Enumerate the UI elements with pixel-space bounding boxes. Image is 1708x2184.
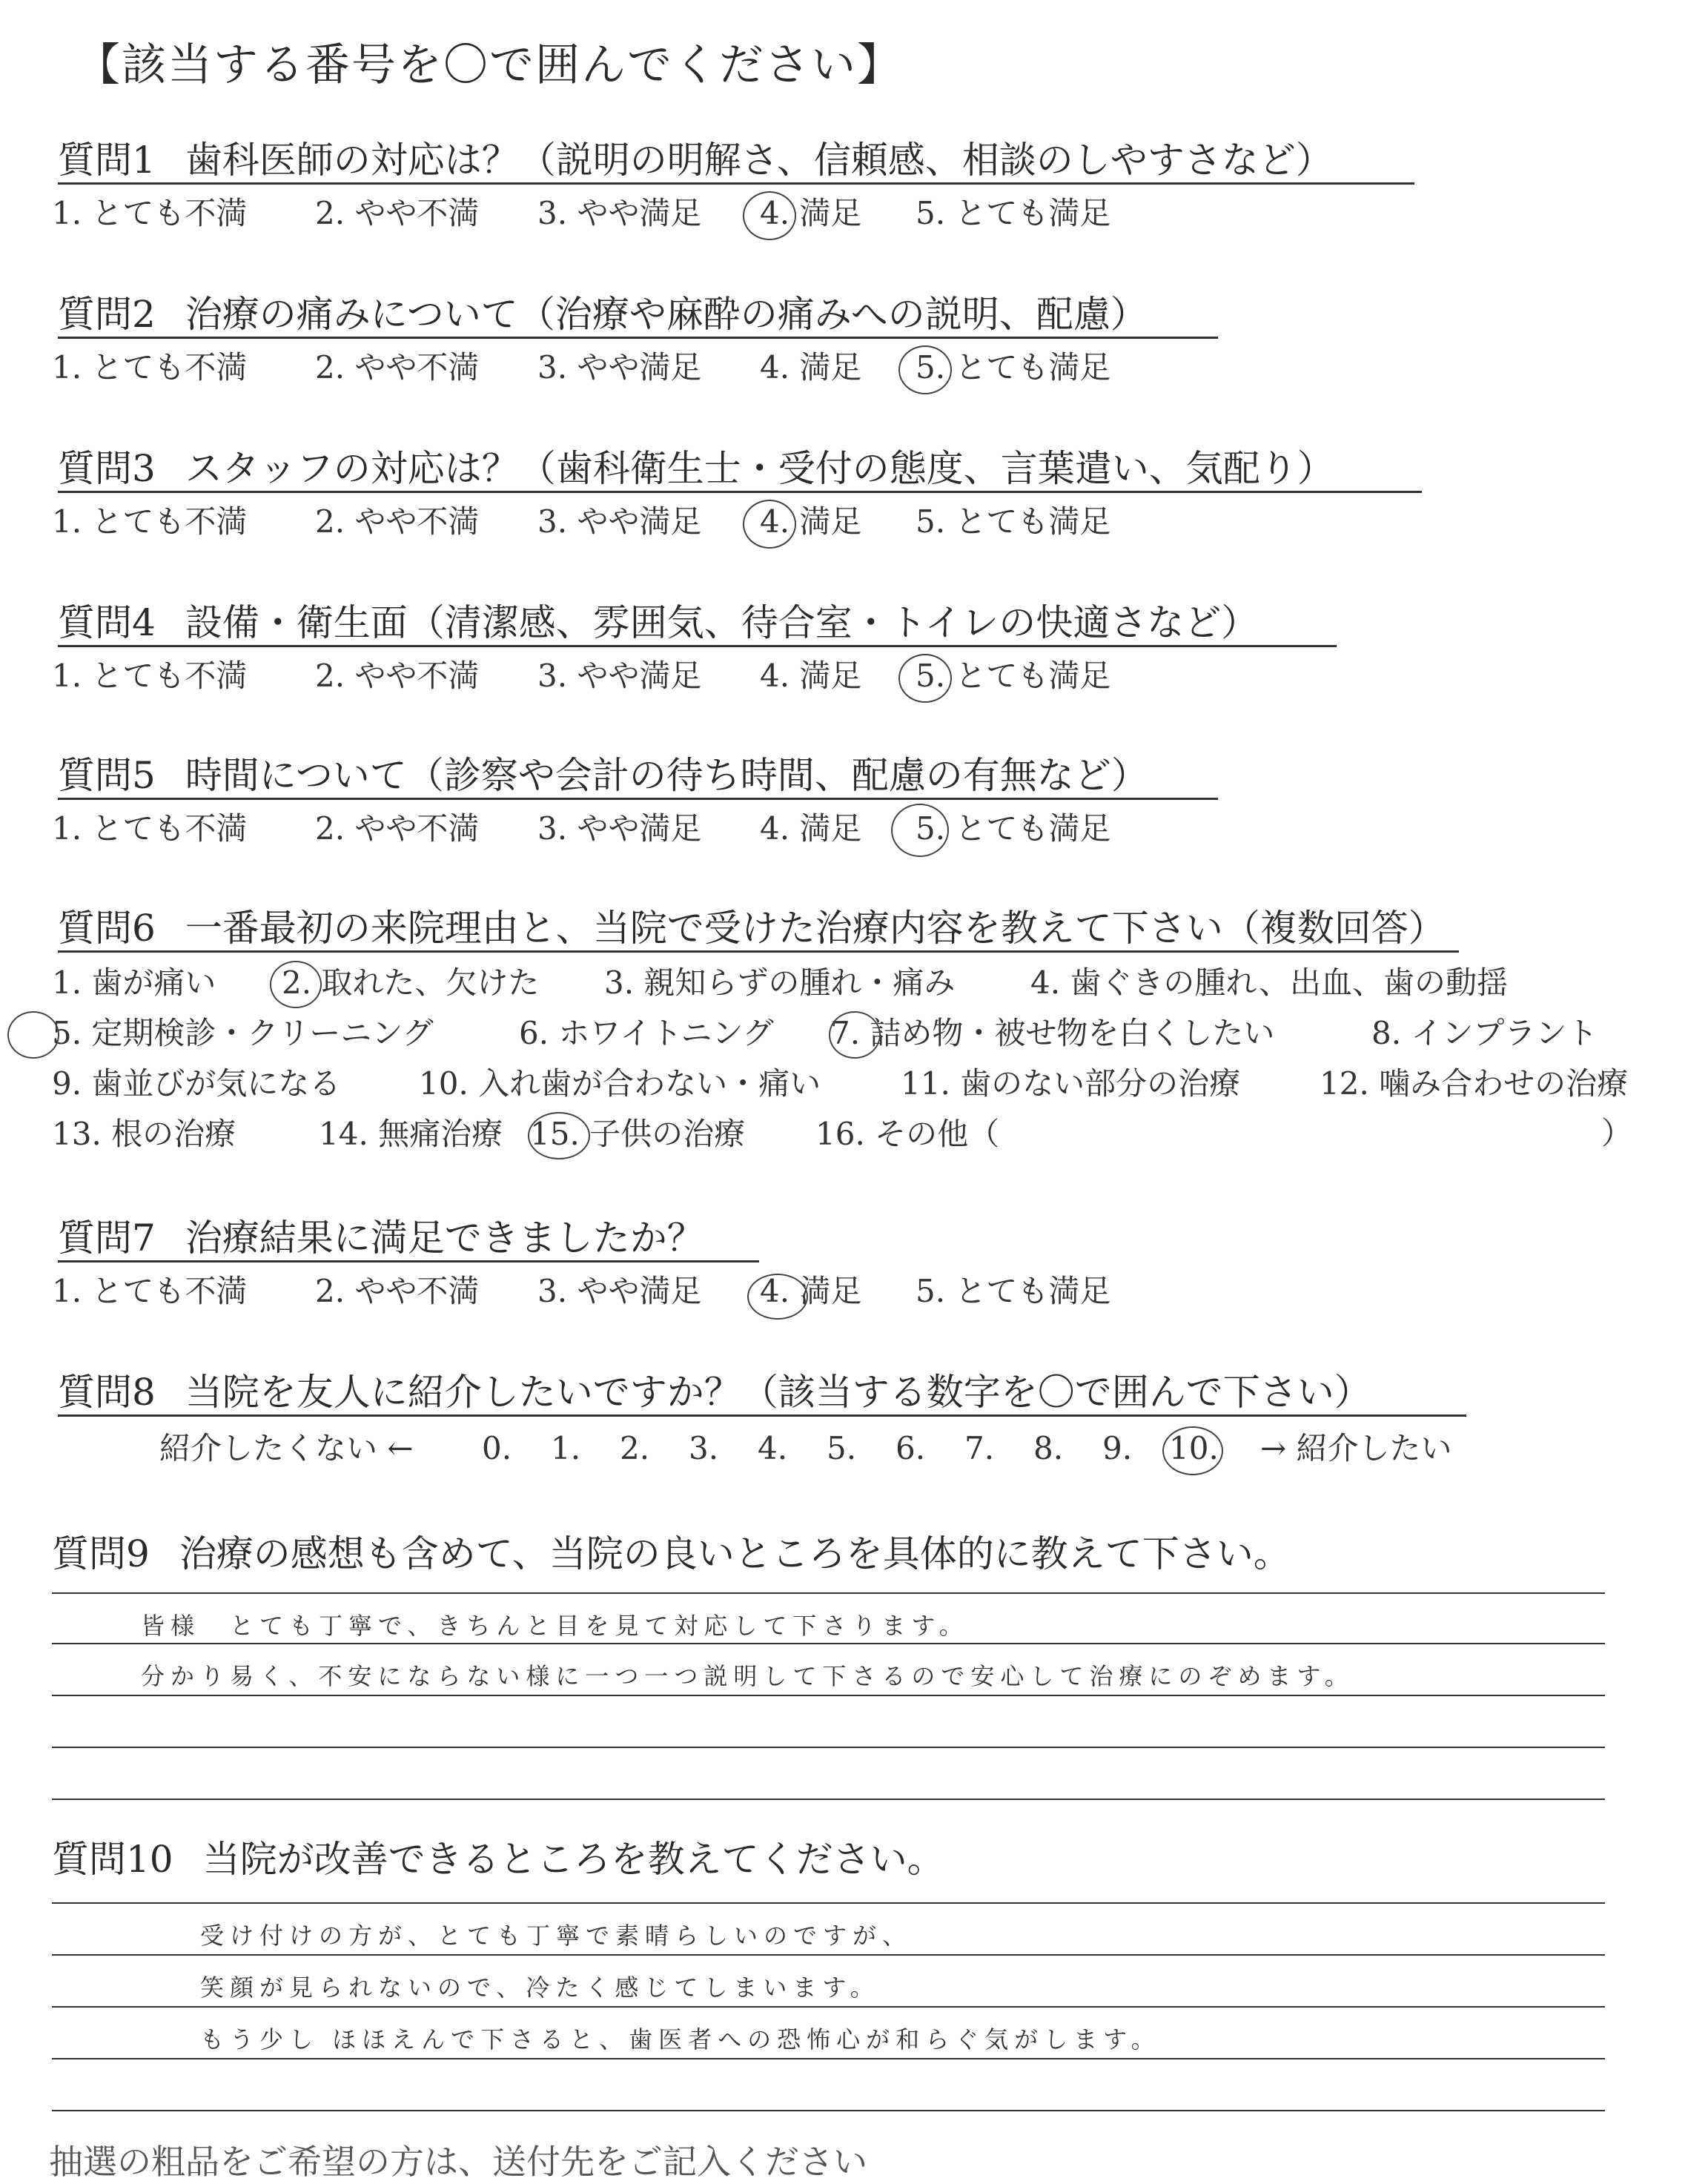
handwritten-answer[interactable]: 笑顔が見られないので、冷たく感じてしまいます。 (200, 1973, 880, 2002)
handwritten-answer[interactable]: 分かり易く、不安にならない様に一つ一つ説明して下さるので安心して治療にのぞめます。 (141, 1662, 1354, 1690)
option-3[interactable]: 3. やや満足 (537, 658, 702, 694)
option-5[interactable]: 5. とても満足 (916, 810, 1111, 847)
question-number: 質問9 (52, 1532, 150, 1575)
q6-option-13[interactable]: 13. 根の治療 (52, 1116, 236, 1152)
option-2[interactable]: 2. やや不満 (315, 349, 480, 385)
q6-option-16[interactable]: 16. その他（ (815, 1116, 1000, 1152)
scale-1[interactable]: 1. (551, 1430, 581, 1466)
option-1[interactable]: 1. とても不満 (52, 349, 248, 385)
heading-underline (58, 182, 1414, 185)
answer-line (52, 1799, 1605, 1800)
scale-0[interactable]: 0. (482, 1430, 512, 1466)
option-5[interactable]: 5. とても満足 (916, 349, 1111, 385)
q6-option-1[interactable]: 1. 歯が痛い (52, 964, 216, 1001)
option-3[interactable]: 3. やや満足 (537, 195, 702, 231)
question-text: スタッフの対応は？（歯科衛生士・受付の態度、言葉遣い、気配り） (185, 447, 1334, 490)
q6-option-12[interactable]: 12. 噛み合わせの治療 (1320, 1065, 1629, 1102)
selected-circle (7, 1011, 59, 1059)
scale-10[interactable]: 10. (1169, 1430, 1219, 1466)
option-1[interactable]: 1. とても不満 (52, 503, 248, 540)
heading-underline (58, 1260, 759, 1263)
answer-line (52, 2006, 1605, 2008)
question-number: 質問1 (58, 139, 156, 182)
question-heading (58, 753, 1148, 798)
answer-line (52, 1954, 1605, 1956)
answer-line (52, 1643, 1605, 1644)
option-3[interactable]: 3. やや満足 (537, 810, 702, 847)
question-text: 治療の痛みについて（治療や麻酔の痛みへの説明、配慮） (185, 293, 1148, 336)
question-text: 治療結果に満足できましたか？ (185, 1217, 704, 1260)
selected-circle (898, 654, 952, 703)
selected-circle (747, 1274, 808, 1320)
option-5[interactable]: 5. とても満足 (916, 1273, 1111, 1309)
answer-line (52, 1747, 1605, 1748)
question-text: 治療の感想も含めて、当院の良いところを具体的に教えて下さい。 (179, 1532, 1291, 1575)
question-text: 時間について（診察や会計の待ち時間、配慮の有無など） (185, 754, 1148, 797)
selected-circle (528, 1112, 590, 1159)
question-heading (58, 1216, 704, 1260)
selected-circle (829, 1011, 881, 1059)
selected-circle (270, 961, 322, 1008)
scale-7[interactable]: 7. (964, 1430, 995, 1466)
scale-right-label: → 紹介したい (1260, 1430, 1452, 1466)
scale-left-label: 紹介したくない ← (159, 1430, 414, 1466)
selected-circle (1162, 1426, 1223, 1475)
selected-circle (898, 345, 952, 394)
scale-3[interactable]: 3. (689, 1430, 719, 1466)
footer-note: 抽選の粗品をご希望の方は、送付先をご記入ください (49, 2142, 867, 2182)
q6-option-11[interactable]: 11. 歯のない部分の治療 (901, 1065, 1241, 1102)
q6-option-8[interactable]: 8. インプラント (1371, 1015, 1598, 1051)
question-number: 質問3 (58, 447, 156, 490)
q6-option-4[interactable]: 4. 歯ぐきの腫れ、出血、歯の動揺 (1030, 964, 1508, 1001)
question-heading (52, 1532, 1291, 1576)
scale-5[interactable]: 5. (827, 1430, 857, 1466)
heading-underline (58, 337, 1218, 339)
option-1[interactable]: 1. とても不満 (52, 1273, 248, 1309)
question-number: 質問4 (58, 601, 156, 644)
option-4[interactable]: 4. 満足 (760, 1273, 862, 1309)
q6-option-14[interactable]: 14. 無痛治療 (319, 1116, 503, 1152)
handwritten-answer[interactable]: 受け付けの方が、とても丁寧で素晴らしいのですが、 (200, 1922, 913, 1950)
answer-line (52, 1902, 1605, 1904)
option-2[interactable]: 2. やや不満 (315, 658, 480, 694)
page-title: 【該当する番号を〇で囲んでください】 (76, 39, 903, 91)
heading-underline (58, 1414, 1466, 1417)
question-text: 一番最初の来院理由と、当院で受けた治療内容を教えて下さい（複数回答） (185, 907, 1446, 950)
question-text: 当院が改善できるところを教えてください。 (202, 1838, 944, 1881)
question-heading (58, 600, 1258, 645)
handwritten-answer[interactable]: 皆様 とても丁寧で、きちんと目を見て対応して下さります。 (141, 1612, 969, 1640)
selected-circle (743, 500, 796, 549)
scale-4[interactable]: 4. (758, 1430, 788, 1466)
q6-option-9[interactable]: 9. 歯並びが気になる (52, 1065, 341, 1102)
answer-line (52, 2110, 1605, 2111)
question-number: 質問10 (52, 1838, 173, 1881)
option-4[interactable]: 4. 満足 (760, 503, 862, 540)
option-5[interactable]: 5. とても満足 (916, 658, 1111, 694)
scale-6[interactable]: 6. (896, 1430, 926, 1466)
q6-option-7[interactable]: 7. 詰め物・被せ物を白くしたい (830, 1015, 1275, 1051)
option-3[interactable]: 3. やや満足 (537, 349, 702, 385)
question-heading (58, 446, 1334, 491)
option-2[interactable]: 2. やや不満 (315, 503, 480, 540)
option-4[interactable]: 4. 満足 (760, 810, 862, 847)
heading-underline (58, 645, 1337, 647)
q6-option-10[interactable]: 10. 入れ歯が合わない・痛い (419, 1065, 821, 1102)
option-2[interactable]: 2. やや不満 (315, 810, 480, 847)
question-text: 当院を友人に紹介したいですか？（該当する数字を〇で囲んで下さい） (185, 1371, 1371, 1414)
option-4[interactable]: 4. 満足 (760, 195, 862, 231)
question-number: 質問5 (58, 754, 156, 797)
option-4[interactable]: 4. 満足 (760, 658, 862, 694)
question-number: 質問7 (58, 1217, 156, 1260)
option-5[interactable]: 5. とても満足 (916, 195, 1111, 231)
heading-underline (58, 798, 1218, 800)
question-number: 質問2 (58, 293, 156, 336)
question-heading (58, 292, 1148, 337)
selected-circle (891, 804, 949, 857)
q6-option-5[interactable]: 5. 定期検診・クリーニング (52, 1015, 434, 1051)
scale-2[interactable]: 2. (620, 1430, 650, 1466)
option-4[interactable]: 4. 満足 (760, 349, 862, 385)
q6-option-3[interactable]: 3. 親知らずの腫れ・痛み (604, 964, 956, 1001)
option-1[interactable]: 1. とても不満 (52, 195, 248, 231)
other-close-paren: ） (1601, 1115, 1633, 1151)
question-text: 歯科医師の対応は？（説明の明解さ、信頼感、相談のしやすさなど） (185, 139, 1333, 182)
answer-line (52, 2058, 1605, 2059)
handwritten-answer[interactable]: もう少し ほほえんで下さると、歯医者への恐怖心が和らぐ気がします。 (200, 2025, 1161, 2054)
heading-underline (58, 491, 1422, 493)
heading-underline (58, 950, 1459, 953)
selected-circle (743, 191, 796, 240)
question-heading (58, 138, 1333, 182)
question-heading (58, 906, 1446, 950)
q6-option-15[interactable]: 15. 子供の治療 (530, 1116, 746, 1152)
option-3[interactable]: 3. やや満足 (537, 503, 702, 540)
q6-option-6[interactable]: 6. ホワイトニング (519, 1015, 774, 1051)
scale-9[interactable]: 9. (1102, 1430, 1133, 1466)
option-2[interactable]: 2. やや不満 (315, 1273, 480, 1309)
option-2[interactable]: 2. やや不満 (315, 195, 480, 231)
answer-line (52, 1695, 1605, 1696)
option-1[interactable]: 1. とても不満 (52, 658, 248, 694)
question-number: 質問8 (58, 1371, 156, 1414)
scale-8[interactable]: 8. (1033, 1430, 1064, 1466)
option-1[interactable]: 1. とても不満 (52, 810, 248, 847)
option-3[interactable]: 3. やや満足 (537, 1273, 702, 1309)
question-text: 設備・衛生面（清潔感、雰囲気、待合室・トイレの快適さなど） (185, 601, 1259, 644)
question-heading (52, 1837, 944, 1882)
answer-line (52, 1592, 1605, 1594)
question-heading (58, 1370, 1371, 1414)
question-number: 質問6 (58, 907, 156, 950)
q6-option-2[interactable]: 2. 取れた、欠けた (282, 964, 540, 1001)
option-5[interactable]: 5. とても満足 (916, 503, 1111, 540)
